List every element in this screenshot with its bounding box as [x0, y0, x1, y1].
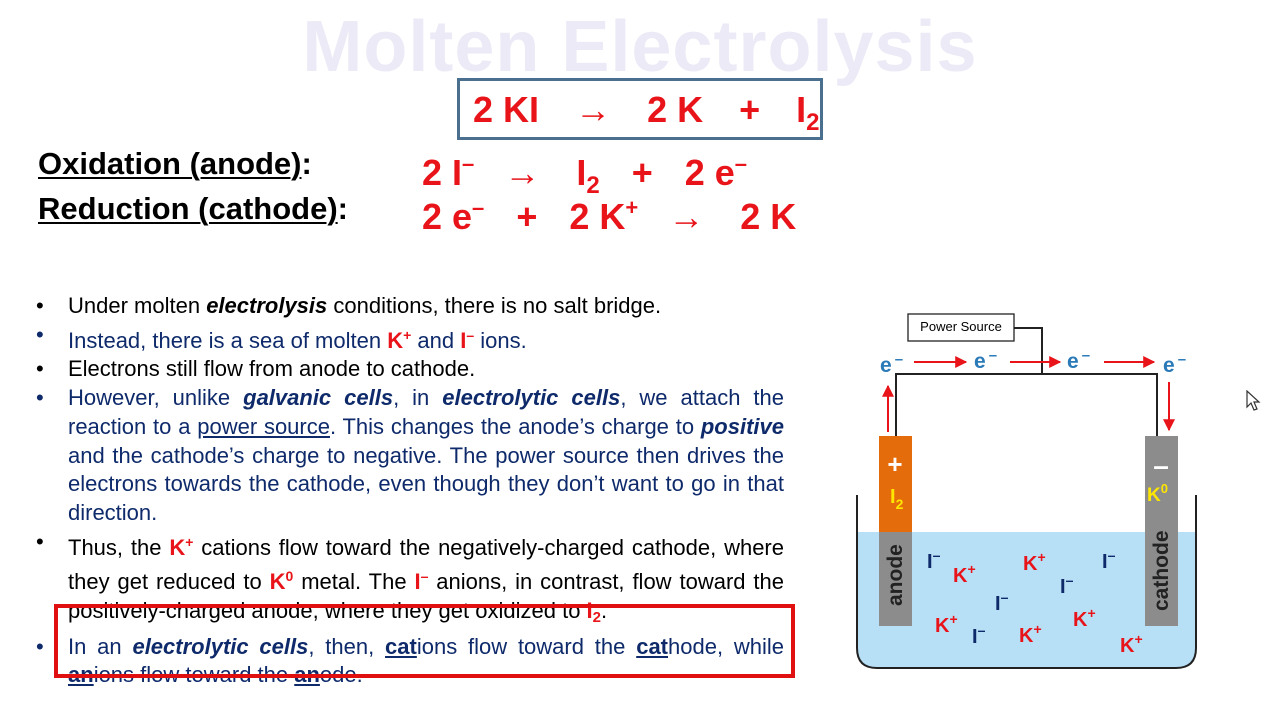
bullet-item-5: • Thus, the K+ cations flow toward the negatively-charged cathode, where they get reduced to $K^0$ metal. The I– anions, in contrast, flow toward the positively-charged anode, where they get oxidized to $I_2$.: [36, 528, 784, 633]
cation-k-plus: K+: [1073, 605, 1096, 631]
anion-i-minus: I–: [995, 589, 1009, 615]
electron-label: e –: [1067, 347, 1091, 373]
cathode-sign: –: [1153, 450, 1169, 481]
anode-product: $I_2$: [890, 486, 904, 512]
bullet-item-6: • In an electrolytic cells, then, cations flow toward the cathode, while anions flow toward the anode.: [36, 633, 784, 690]
anode-sign: +: [887, 449, 903, 479]
electron-label: e –: [1163, 351, 1187, 377]
overall-reaction: [473, 90, 820, 143]
summary-highlight-box: [54, 604, 795, 678]
slide-title: Molten Electrolysis: [302, 7, 978, 87]
mouse-pointer-icon: [1246, 390, 1262, 412]
external-wire: [896, 328, 1157, 436]
cation-k-plus: K+: [953, 561, 976, 587]
overall-product-k: 2 K: [647, 89, 704, 130]
anion-i-minus: I–: [1102, 547, 1116, 573]
bullet-item-2: • Instead, there is a sea of molten K+ and I– ions.: [36, 321, 784, 356]
bullet-item-3: • Electrons still flow from anode to cathode.: [36, 355, 784, 384]
anode-label: anode: [884, 544, 907, 606]
bullet-item-4: • However, unlike galvanic cells, in electrolytic cells, we attach the reaction to a power source. This changes the anode’s charge to positive and the cathode’s charge to negative. The power source then drives the electrons towards the cathode, even though they don’t want to go in that direction.: [36, 384, 784, 528]
reduction-label: Reduction (cathode):: [38, 191, 348, 226]
electron-label: e –: [880, 351, 904, 377]
cathode-product: $K^0$: [1147, 481, 1168, 506]
anion-i-minus: I–: [1060, 572, 1074, 598]
overall-arrow: →: [575, 89, 612, 130]
anion-i-minus: I–: [972, 622, 986, 648]
cation-k-plus: K+: [935, 611, 958, 637]
overall-reactant: 2 KI: [473, 89, 540, 130]
anion-i-minus: I–: [927, 547, 941, 573]
oxidation-label: Oxidation (anode):: [38, 146, 312, 181]
cathode-label: cathode: [1150, 530, 1173, 611]
bullet-item-1: • Under molten electrolysis conditions, there is no salt bridge.: [36, 292, 784, 321]
electrolysis-cell-diagram: [840, 300, 1220, 690]
oxidation-equation: 2 $I^- \to I_2 + 2$ e–: [422, 151, 748, 199]
overall-plus: +: [739, 89, 761, 130]
power-source-label: Power Source: [920, 319, 1002, 334]
reduction-equation: 2 e– + 2 K+ → 2 K: [422, 195, 797, 237]
cation-k-plus: K+: [1023, 549, 1046, 575]
electron-label: e –: [974, 347, 998, 373]
overall-product-i2: $I_2$: [796, 89, 820, 136]
cation-k-plus: K+: [1120, 631, 1143, 657]
cation-k-plus: K+: [1019, 621, 1042, 647]
